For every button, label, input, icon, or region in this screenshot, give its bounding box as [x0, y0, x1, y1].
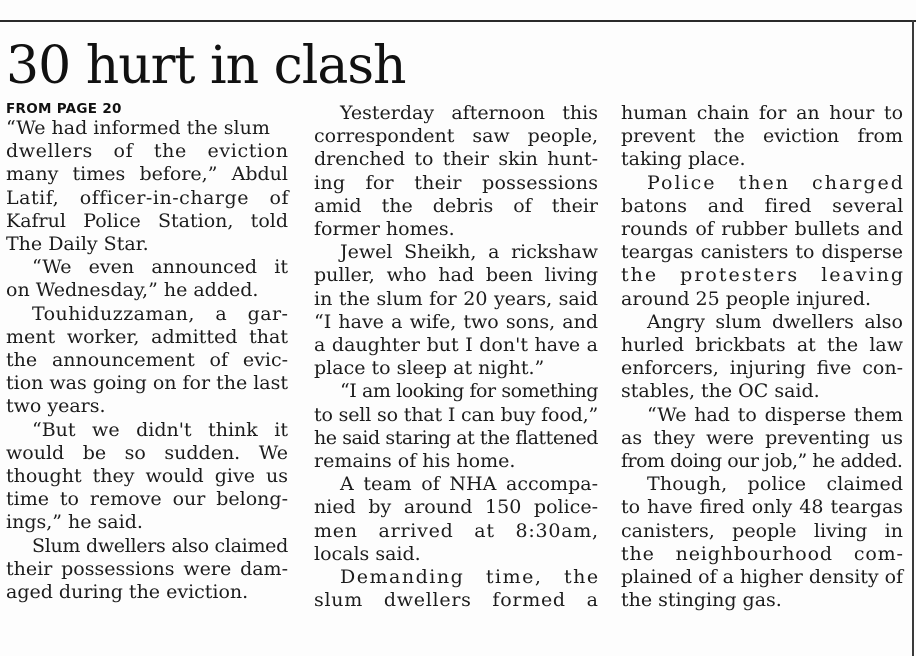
text-line: drenched to their skin hunt-	[314, 148, 598, 171]
text-line: former homes.	[314, 218, 455, 241]
text-line: their possessions were dam-	[6, 557, 288, 580]
text-line: a daughter but I don't have a	[314, 334, 599, 357]
text-line: puller, who had been living	[314, 264, 598, 287]
text-line: Latif, officer-in-charge of	[6, 186, 290, 209]
text-line: the announcement of evic-	[6, 349, 288, 372]
text-line: he said staring at the flattened	[314, 426, 598, 449]
text-line: canisters, people living in	[621, 519, 903, 542]
text-line: ing for their possessions	[314, 171, 599, 194]
text-line: tion was going on for the last	[6, 372, 288, 395]
text-line: hurled brickbats at the law	[621, 334, 904, 357]
text-line: “I am looking for something	[340, 380, 598, 403]
column-2-body	[314, 102, 598, 612]
text-line: rounds of rubber bullets and	[621, 218, 903, 241]
text-line: place to sleep at night.”	[314, 357, 545, 380]
article-column-3	[621, 102, 906, 612]
text-line: nied by around 150 police-	[314, 496, 598, 519]
text-line: teargas canisters to disperse	[621, 241, 904, 264]
text-line: would be so sudden. We	[6, 441, 288, 464]
text-line: ings,” he said.	[6, 511, 143, 534]
text-line: amid the debris of their	[314, 194, 599, 217]
text-line: A team of NHA accompa-	[340, 473, 598, 496]
headline: 30 hurt in clash	[6, 36, 406, 96]
text-line: Jewel Sheikh, a rickshaw	[340, 241, 598, 264]
text-line: Angry slum dwellers also	[647, 310, 903, 333]
text-line: remains of his home.	[314, 450, 516, 473]
text-line: men arrived at 8:30am,	[314, 519, 599, 542]
text-line: Demanding time, the	[340, 566, 600, 589]
text-line: from doing our job,” he added.	[621, 450, 903, 473]
text-line: locals said.	[314, 542, 421, 565]
text-line: “We had informed the slum	[6, 117, 270, 139]
text-line: The Daily Star.	[6, 233, 149, 256]
text-line: time to remove our belong-	[6, 488, 288, 511]
text-line: the stinging gas.	[621, 589, 782, 612]
text-line: enforcers, injuring five con-	[621, 357, 903, 380]
text-line: two years.	[6, 395, 106, 418]
text-line: batons and fired several	[621, 194, 904, 217]
text-line: slum dwellers formed a	[314, 589, 599, 612]
text-line: in the slum for 20 years, said	[314, 287, 598, 310]
text-line: Yesterday afternoon this	[340, 102, 598, 124]
kicker: FROM PAGE 20	[6, 101, 122, 117]
text-line: the neighbourhood com-	[621, 542, 904, 565]
right-rule	[912, 20, 914, 656]
text-line: Slum dwellers also claimed	[32, 534, 288, 557]
text-line: the protesters leaving	[621, 264, 906, 287]
text-line: plained of a higher density of	[621, 566, 904, 589]
text-line: to sell so that I can buy food,”	[314, 403, 598, 426]
column-1-body	[6, 117, 288, 604]
text-line: thought they would give us	[6, 465, 288, 488]
column-3-body	[621, 102, 906, 612]
article-column-1	[6, 102, 288, 604]
text-line: “I have a wife, two sons, and	[314, 310, 598, 333]
text-line: “But we didn't think it	[32, 418, 289, 441]
text-line: around 25 people injured.	[621, 287, 872, 310]
text-line: stables, the OC said.	[621, 380, 820, 403]
article-column-2	[314, 102, 598, 612]
text-line: many times before,” Abdul	[6, 163, 288, 186]
text-line: dwellers of the eviction	[6, 140, 289, 163]
text-line: on Wednesday,” he added.	[6, 279, 259, 302]
text-line: “We had to disperse them	[647, 403, 903, 426]
text-line: Though, police claimed	[647, 473, 904, 496]
text-line: ment worker, admitted that	[6, 325, 288, 348]
text-line: as they were preventing us	[621, 426, 904, 449]
text-line: Touhiduzzaman, a gar-	[32, 302, 289, 325]
text-line: “We even announced it	[32, 256, 288, 279]
text-line: prevent the eviction from	[621, 125, 904, 148]
text-line: to have fired only 48 teargas	[621, 496, 904, 519]
text-line: Kafrul Police Station, told	[6, 209, 289, 232]
text-line: aged during the eviction.	[6, 581, 249, 604]
text-line: human chain for an hour to	[621, 102, 904, 124]
top-rule	[0, 20, 916, 22]
text-line: correspondent saw people,	[314, 125, 598, 148]
text-line: Police then charged	[647, 171, 905, 194]
text-line: taking place.	[621, 148, 746, 171]
